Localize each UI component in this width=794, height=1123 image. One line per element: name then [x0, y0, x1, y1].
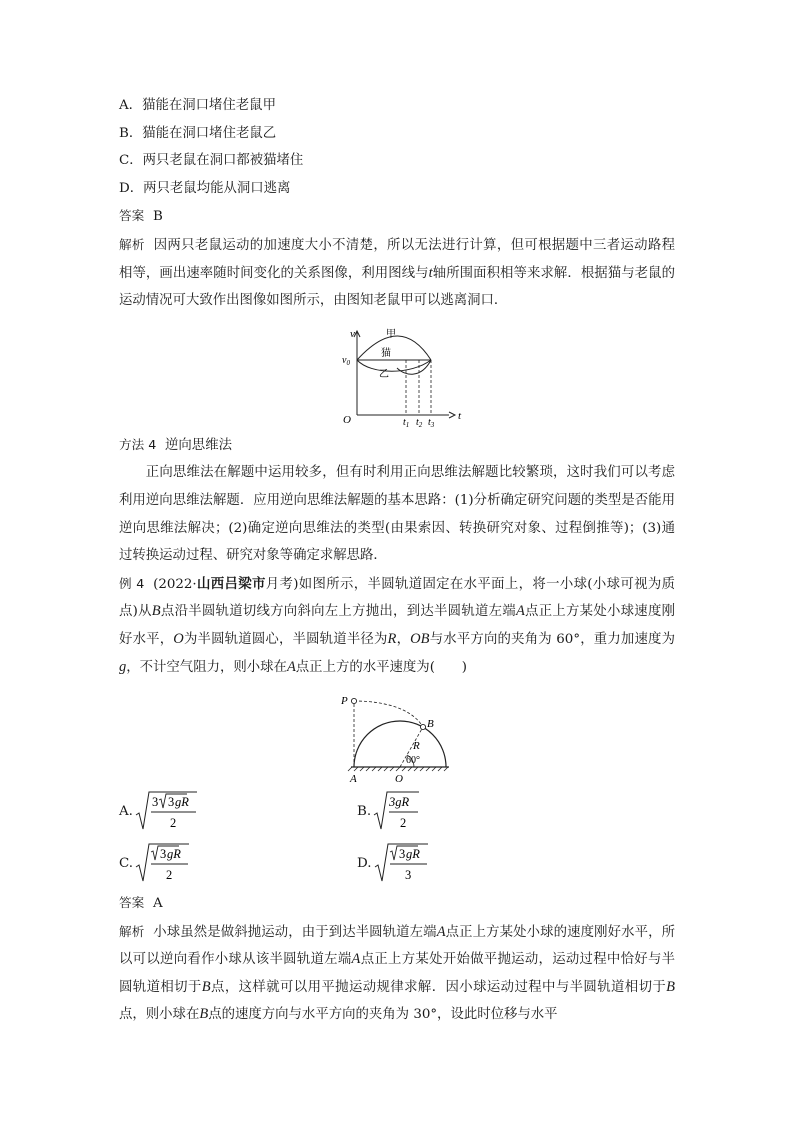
method-4-heading: 方法 4 逆向思维法: [119, 436, 232, 453]
analysis-3: 解析 因两只老鼠运动的加速度大小不清楚，所以无法进行计算，但可根据题中三者运动路程相等，画出速率随时间变化的关系图像，利用图线与t轴所围面积相等来求解．根据猫与老鼠的运动情况可大致作出图像如图所示，由图知老鼠甲可以逃离洞口．: [119, 236, 676, 309]
point-b-icon: [420, 724, 425, 729]
answer-label: 答案: [119, 895, 145, 911]
label-p: P: [341, 695, 348, 708]
svg-text:2: 2: [166, 868, 173, 883]
example-4-option-a: A. 3 3 gR 2: [119, 789, 357, 833]
vt-graph-figure: [119, 323, 675, 429]
example-4-options-row-1: [119, 785, 675, 837]
option-c: C．两只老鼠在洞口都被猫堵住: [119, 153, 304, 169]
svg-text:2: 2: [400, 816, 407, 831]
method-4-body: 正向思维法在解题中运用较多，但有时利用正向思维法解题比较繁琐，这时我们可以考虑利用逆向思维法解题．应用逆向思维法解题的基本思路：(1)分析确定研究问题的类型是否能用逆向思维法解决；(2)确定逆向思维法的类型(由果索因、转换研究对象、过程倒推等)；(3)通过转换运动过程、研究对象等确定求解思路．: [119, 465, 675, 564]
t-axis-label: t: [458, 409, 462, 422]
document-page: [119, 92, 675, 1029]
example-4-option-b: B. 3gR 2: [357, 789, 595, 833]
option-b: B．猫能在洞口堵住老鼠乙: [119, 125, 277, 141]
vt-graph: [119, 323, 675, 429]
svg-text:2: 2: [169, 816, 177, 831]
semicircle-diagram: [119, 687, 675, 785]
svg-text:gR: gR: [405, 847, 420, 862]
t-axis-arrow-icon: [449, 412, 455, 418]
option-a: A．猫能在洞口堵住老鼠甲: [119, 98, 276, 113]
answer-4: [119, 889, 675, 918]
point-p-icon: [351, 698, 356, 703]
label-o: O: [395, 773, 403, 786]
svg-text:3: 3: [404, 868, 411, 883]
svg-text:3: 3: [151, 795, 159, 810]
option-c-expression: [135, 841, 191, 885]
option-a-expression: [135, 789, 197, 833]
svg-text:3: 3: [398, 847, 405, 862]
example-4-options-row-2: [119, 837, 675, 889]
svg-text:3gR: 3gR: [389, 795, 410, 810]
v0-label: $v_0$: [342, 354, 350, 367]
t2-label: $t_2$: [416, 416, 423, 429]
answer-label: 答案: [119, 208, 145, 224]
option-d-expression: [374, 841, 430, 885]
example-4-option-d: D. 3 gR 3: [357, 841, 595, 885]
t1-label: $t_1$: [403, 416, 410, 429]
option-d: D．两只老鼠均能从洞口逃离: [119, 180, 291, 196]
t3-label: $t_3$: [428, 416, 435, 429]
semicircle-figure: [119, 687, 675, 785]
curve-mao-label: 猫: [381, 347, 391, 359]
curve-mao-tail: [397, 360, 431, 374]
example-label: 例 4: [119, 575, 145, 591]
analysis-label: 解析: [119, 236, 145, 252]
svg-text:gR: gR: [174, 795, 189, 810]
svg-text:3: 3: [167, 795, 175, 810]
example-4-option-c: C. 3 gR 2: [119, 841, 357, 885]
analysis-label: 解析: [119, 923, 145, 939]
answer-3: [119, 202, 675, 231]
v-axis-label: v: [350, 327, 355, 340]
origin-label: O: [343, 413, 351, 426]
label-r: R: [413, 740, 420, 753]
analysis-4: 解析 小球虽然是做斜抛运动，由于到达半圆轨道左端A点正上方某处小球的速度刚好水平，所以可以逆向看作小球从该半圆轨道左端A点正上方某处开始做平抛运动，运动过程中恰好与半圆轨道相切于B点，这样就可以用平抛运动规律求解．因小球运动过程中与半圆轨道相切于B点，则小球在B点的速度方向与水平方向的夹角为 30°，设此时位移与水平: [119, 923, 676, 1023]
example-4: 例 4 (2022·山西吕梁市月考)如图所示，半圆轨道固定在水平面上，将一小球(小球可视为质点)从B点沿半圆轨道切线方向斜向左上方抛出，到达半圆轨道左端A点正上方某处小球速度刚好水平，O为半圆轨道圆心，半圆轨道半径为R，OB与水平方向的夹角为 60°，重力加速度为g，不计空气阻力，则小球在A点正上方的水平速度为( ): [119, 575, 676, 675]
svg-text:3: 3: [160, 847, 167, 862]
svg-text:gR: gR: [167, 847, 181, 862]
label-angle: 60°: [406, 755, 420, 767]
label-b: B: [427, 718, 434, 731]
option-b-expression: [373, 789, 421, 833]
curve-yi: [357, 360, 431, 371]
answer-value: B: [153, 209, 163, 225]
curve-jia-label: 甲: [386, 328, 396, 340]
answer-value: A: [153, 896, 163, 912]
label-a: A: [350, 773, 357, 786]
curve-yi-label: 乙: [379, 368, 389, 380]
